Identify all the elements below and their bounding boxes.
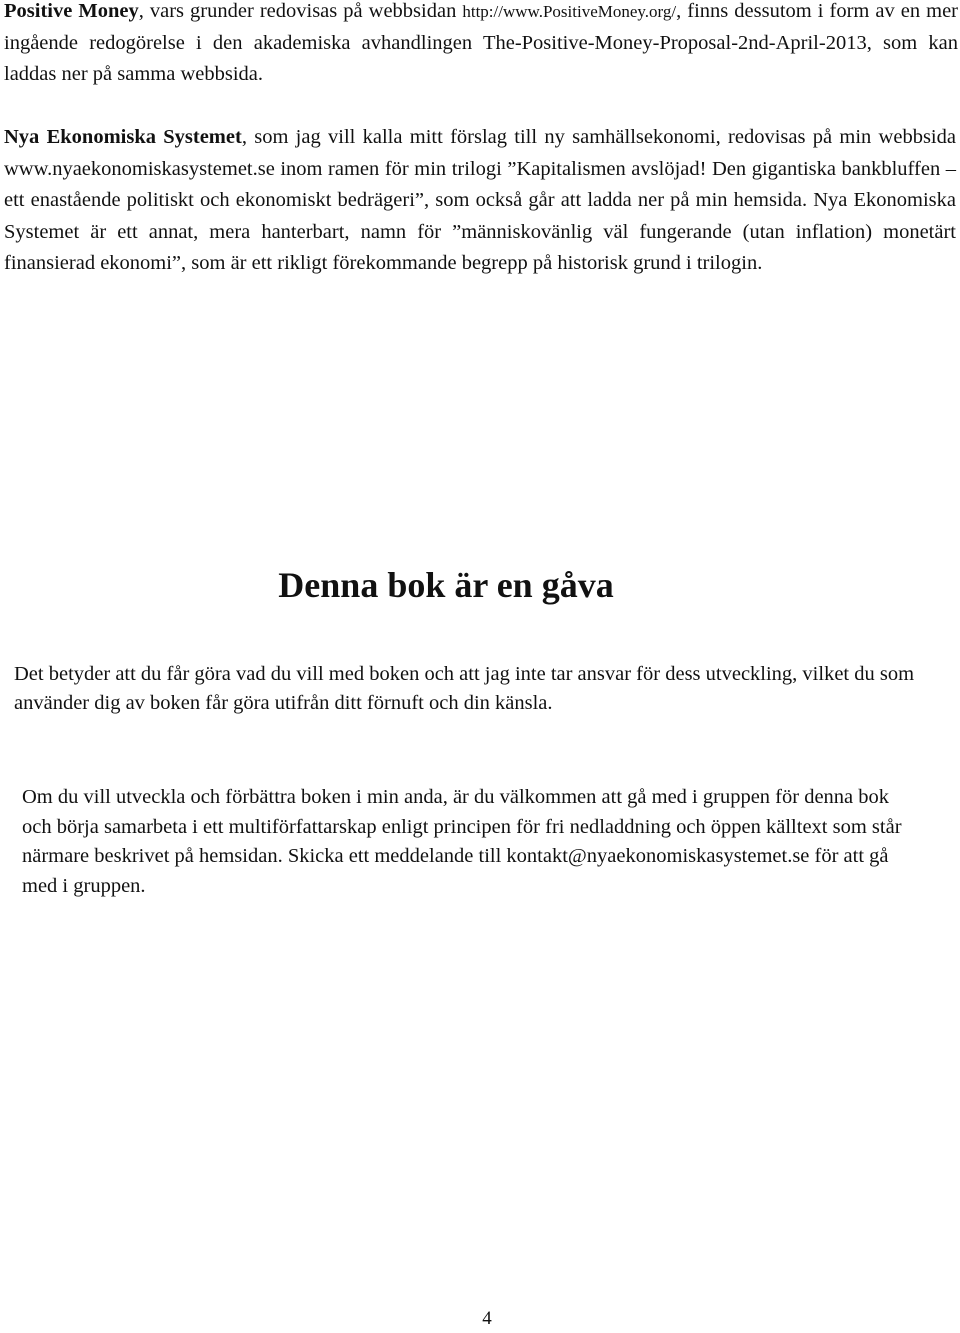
paragraph-positive-money bbox=[4, 0, 958, 91]
paragraph1-text-b: , finns dessutom i form av en mer ingående redogörelse i den akademiska avhandlingen The-Positive-Money-Proposal-2nd-April-2013, som kan laddas ner på samma webbsida. bbox=[4, 0, 959, 86]
paragraph-nya-ekonomiska-systemet bbox=[4, 122, 956, 280]
paragraph1-text-a: , vars grunder redovisas på webbsidan bbox=[138, 0, 463, 22]
positive-money-bold: Positive Money bbox=[4, 0, 139, 22]
nya-ekonomiska-systemet-bold: Nya Ekonomiska Systemet bbox=[4, 126, 242, 148]
page-number: 4 bbox=[482, 1308, 492, 1329]
paragraph2-text: , som jag vill kalla mitt förslag till ny samhällsekonomi, redovisas på min webbsida www.nyaekonomiskasystemet.se inom ramen för min trilogi ”Kapitalismen avslöjad! Den gigantiska bankbluffen – ett enastående politiskt och ekonomiskt bedrägeri”, som också går att ladda ner på min hemsida. Nya Ekonomiska Systemet är ett annat, mera hanterbart, namn för ”människovänlig väl fungerande (utan inflation) monetärt finansierad ekonomi”, som är ett rikligt förekommande begrepp på historisk grund i trilogin. bbox=[4, 126, 956, 275]
positive-money-url: http://www.PositiveMoney.org/ bbox=[462, 2, 677, 21]
paragraph-collaboration: Om du vill utveckla och förbättra boken i min anda, är du välkommen att gå med i gruppen för denna bok och börja samarbeta i ett multiförfattarskap enligt principen för fri nedladdning och öppen källtext som står närmare beskrivet på hemsidan. Skicka ett meddelande till kontakt@nyaekonomiskasystemet.se för att gå med i gruppen. bbox=[22, 786, 902, 897]
paragraph-gift-explanation: Det betyder att du får göra vad du vill med boken och att jag inte tar ansvar för dess utveckling, vilket du som använder dig av boken får göra utifrån ditt förnuft och din känsla. bbox=[14, 663, 915, 714]
gift-heading: Denna bok är en gåva bbox=[278, 565, 614, 605]
